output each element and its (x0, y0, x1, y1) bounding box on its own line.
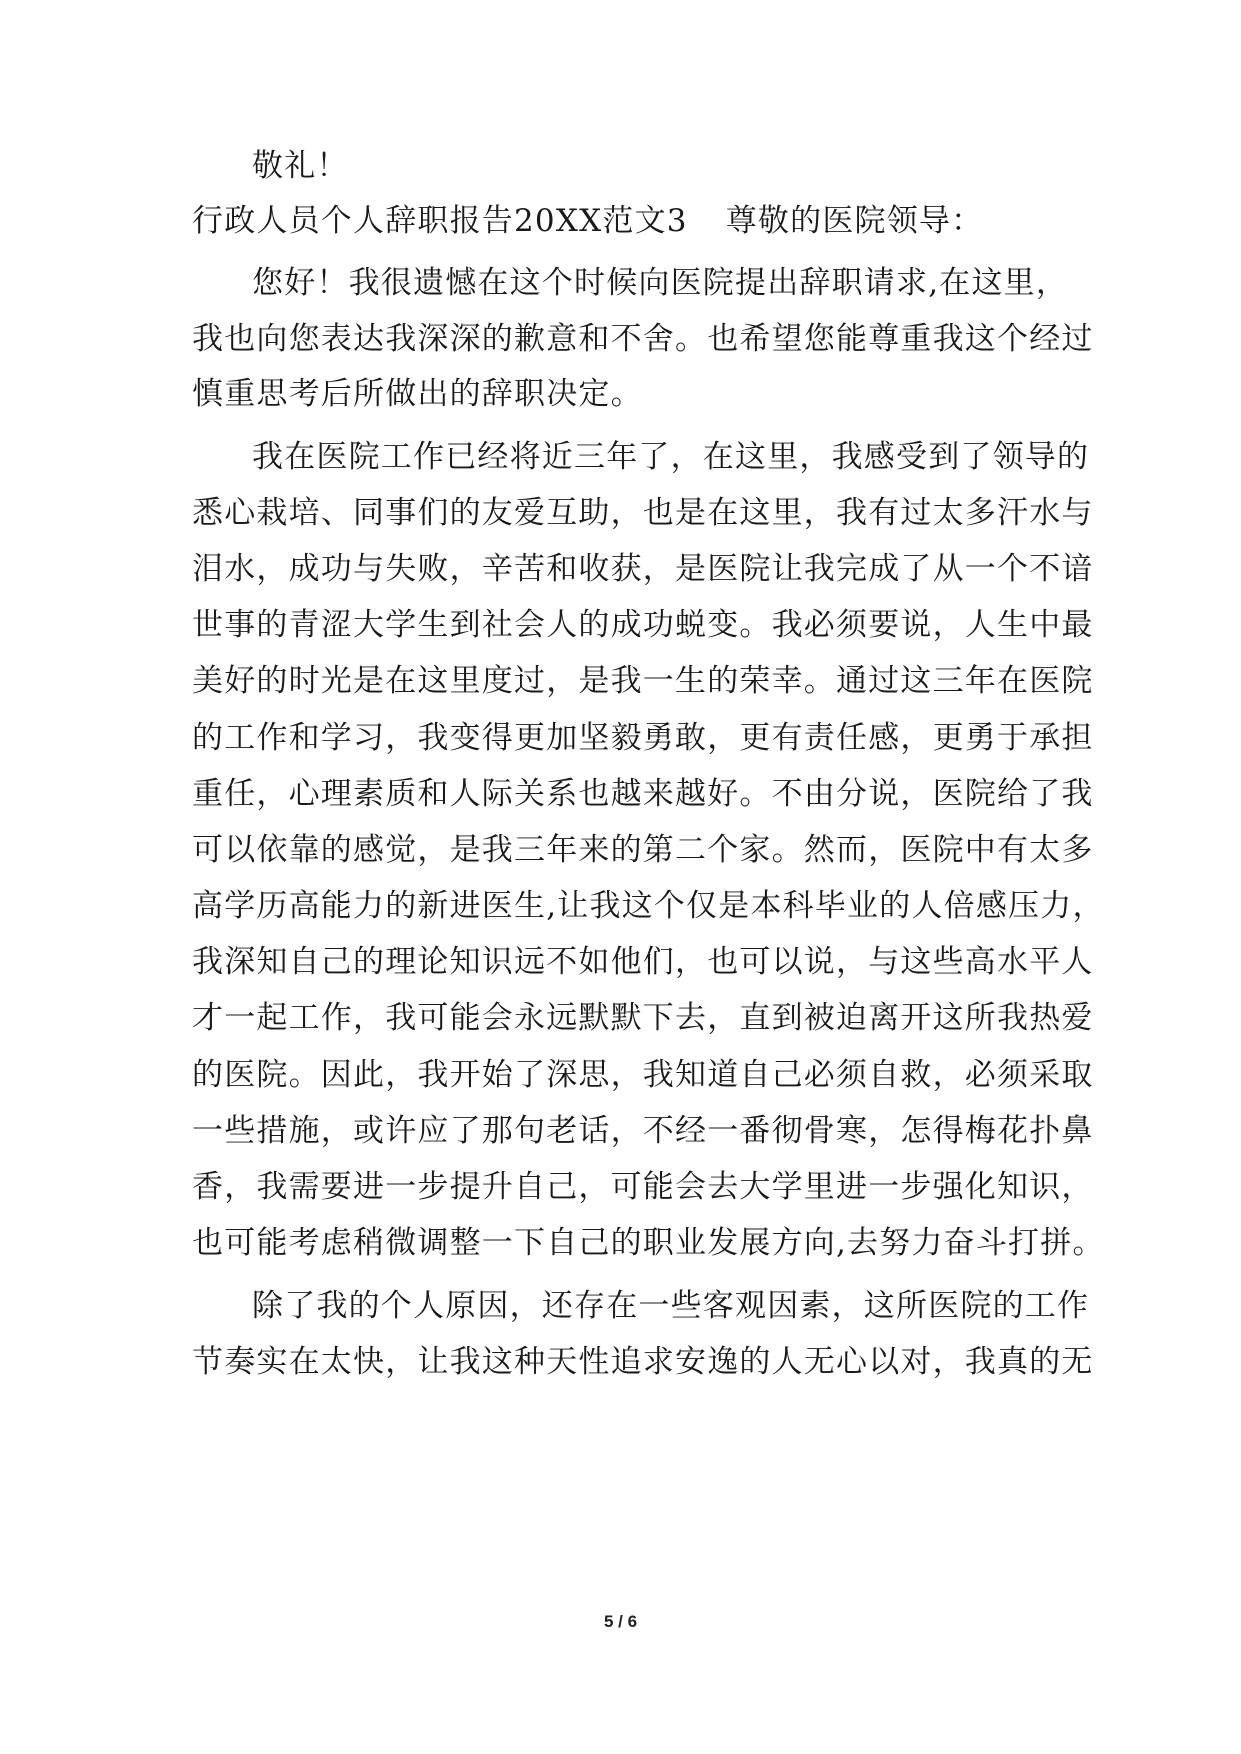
body-line: 我也向您表达我深深的歉意和不舍。也希望您能尊重我这个经过 (192, 321, 1094, 357)
page-number: 5 / 6 (603, 1612, 638, 1631)
body-line: 的医院。因此，我开始了深思，我知道自己必须自救，必须采取 (192, 1057, 1094, 1093)
body-line: 悉心栽培、同事们的友爱互助，也是在这里，我有过太多汗水与 (192, 495, 1094, 531)
body-line: 泪水，成功与失败，辛苦和收获，是医院让我完成了从一个不谙 (192, 551, 1094, 587)
body-line: 除了我的个人原因，还存在一些客观因素，这所医院的工作 (252, 1288, 1090, 1324)
body-line: 重任，心理素质和人际关系也越来越好。不由分说，医院给了我 (192, 776, 1094, 812)
body-line: 的工作和学习，我变得更加坚毅勇敢，更有责任感，更勇于承担 (192, 720, 1094, 756)
body-line: 我深知自己的理论知识远不如他们，也可以说，与这些高水平人 (192, 944, 1094, 980)
body-line: 您好！我很遗憾在这个时候向医院提出辞职请求,在这里， (252, 265, 1069, 301)
body-line: 美好的时光是在这里度过，是我一生的荣幸。通过这三年在医院 (192, 663, 1094, 699)
body-line: 也可能考虑稍微调整一下自己的职业发展方向,去努力奋斗打拼。 (192, 1225, 1105, 1261)
closing-line: 敬礼！ (252, 148, 349, 184)
document-title: 行政人员个人辞职报告20XX范文3 (192, 203, 688, 239)
body-line: 世事的青涩大学生到社会人的成功蜕变。我必须要说，人生中最 (192, 607, 1094, 643)
body-line: 可以依靠的感觉，是我三年来的第二个家。然而，医院中有太多 (192, 832, 1094, 868)
body-line: 高学历高能力的新进医生,让我这个仅是本科毕业的人倍感压力， (192, 888, 1105, 924)
body-line: 一些措施，或许应了那句老话，不经一番彻骨寒，怎得梅花扑鼻 (192, 1113, 1094, 1149)
body-line: 我在医院工作已经将近三年了，在这里，我感受到了领导的 (252, 439, 1090, 475)
body-line: 节奏实在太快，让我这种天性追求安逸的人无心以对，我真的无 (192, 1344, 1094, 1380)
body-line: 香，我需要进一步提升自己，可能会去大学里进一步强化知识， (192, 1169, 1094, 1205)
body-line: 才一起工作，我可能会永远默默下去，直到被迫离开这所我热爱 (192, 1000, 1094, 1036)
salutation: 尊敬的医院领导： (725, 203, 984, 239)
body-line: 慎重思考后所做出的辞职决定。 (192, 376, 643, 412)
title-line (192, 201, 1052, 241)
